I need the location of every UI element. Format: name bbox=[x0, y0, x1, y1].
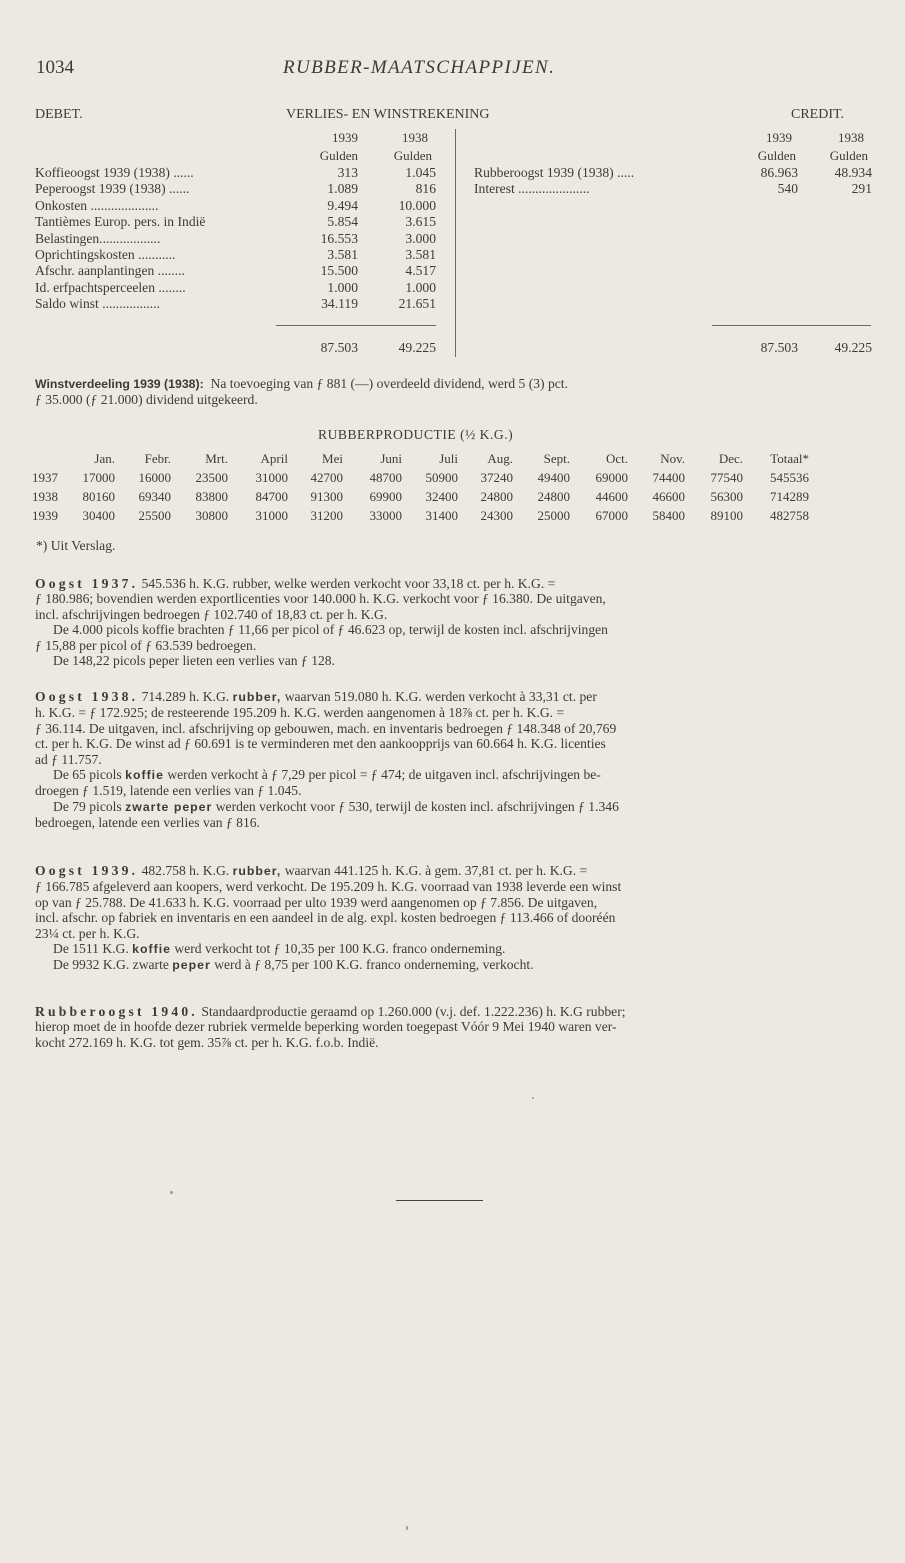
production-cell: 84700 bbox=[255, 488, 288, 504]
production-cell: 23500 bbox=[195, 469, 228, 485]
production-header-row bbox=[32, 449, 809, 468]
oogst-1937-head: Oogst 1937. bbox=[35, 576, 139, 591]
debit-row-label: Afschr. aanplantingen ........ bbox=[35, 263, 185, 279]
oogst-1938-line: ƒ 36.114. De uitgaven, incl. afschrijving op gebouwen, mach. en inventaris bedroegen ƒ 148.348 of 20,769 bbox=[35, 720, 617, 736]
production-month-header: Nov. bbox=[660, 450, 685, 466]
production-cell: 74400 bbox=[652, 469, 685, 485]
debit-row-1938: 1.000 bbox=[405, 279, 436, 295]
running-head: RUBBER-MAATSCHAPPIJEN. bbox=[283, 57, 556, 78]
debit-row-1939: 34.119 bbox=[321, 296, 358, 312]
production-cell: 30400 bbox=[82, 507, 115, 523]
production-cell: 69000 bbox=[595, 469, 628, 485]
production-cell: 25000 bbox=[537, 507, 570, 523]
debit-row-1938: 3.615 bbox=[405, 214, 436, 230]
credit-row-1939: 86.963 bbox=[760, 165, 798, 180]
page-number: 1034 bbox=[36, 57, 74, 78]
oogst-1939-text: De 9932 K.G. zwarte bbox=[53, 957, 169, 973]
production-cell: 80160 bbox=[82, 488, 115, 504]
production-month-header: April bbox=[260, 450, 288, 466]
oogst-1938-bold: zwarte peper bbox=[125, 799, 213, 814]
production-row bbox=[32, 468, 809, 487]
production-cell: 25500 bbox=[138, 507, 171, 523]
production-cell: 545536 bbox=[770, 469, 809, 485]
oogst-1938-text: 714.289 h. K.G. bbox=[141, 689, 230, 704]
production-cell: 58400 bbox=[652, 507, 685, 523]
oogst-1939-text: werd à ƒ 8,75 per 100 K.G. franco onderneming, verkocht. bbox=[214, 957, 534, 973]
production-cell: 714289 bbox=[770, 488, 809, 504]
debit-row-1938: 10.000 bbox=[398, 197, 436, 213]
production-month-header: Sept. bbox=[543, 450, 570, 466]
debit-row-1939: 15.500 bbox=[320, 263, 358, 279]
debit-row-1939: 1.089 bbox=[327, 181, 358, 197]
production-cell: 42700 bbox=[310, 469, 343, 485]
debit-row-label: Tantièmes Europ. pers. in Indië bbox=[35, 214, 206, 230]
oogst-1939-bold: koffie bbox=[132, 942, 171, 957]
debit-row-1939: 5.854 bbox=[327, 214, 358, 230]
production-row bbox=[32, 487, 809, 506]
credit-total-1939: 87.503 bbox=[760, 340, 798, 355]
production-footnote: *) Uit Verslag. bbox=[36, 538, 116, 553]
rubberoogst-1940-head: Rubberoogst 1940. bbox=[35, 1004, 198, 1019]
oogst-1939-bold: rubber, bbox=[232, 864, 282, 878]
rubberoogst-1940 bbox=[35, 1004, 869, 1050]
credit-unit-1938: Gulden bbox=[829, 148, 868, 163]
oogst-1939-line: ƒ 166.785 afgeleverd aan koopers, werd verkocht. De 195.209 h. K.G. voorraad van 1938 leverde een winst bbox=[35, 879, 622, 895]
debit-row-1939: 3.581 bbox=[327, 247, 358, 262]
oogst-1937-line: incl. afschrijvingen bedroegen ƒ 102.740 of 18,83 ct. per h. K.G. bbox=[35, 606, 388, 622]
oogst-1938-text: werden verkocht à ƒ 7,29 per picol = ƒ 474; de uitgaven incl. afschrijvingen be- bbox=[167, 767, 601, 783]
rubberoogst-1940-line: kocht 272.169 h. K.G. tot gem. 35⅞ ct. per h. K.G. f.o.b. Indië. bbox=[35, 1034, 379, 1050]
production-cell: 44600 bbox=[595, 488, 628, 504]
debit-row-label: Oprichtingskosten ........... bbox=[35, 247, 176, 262]
production-cell: 67000 bbox=[595, 507, 628, 523]
debit-row-1938: 3.581 bbox=[405, 247, 436, 262]
production-cell: 31400 bbox=[425, 507, 458, 523]
winst-line1: Na toevoeging van ƒ 881 (—) overdeeld dividend, werd 5 (3) pct. bbox=[210, 376, 568, 391]
winst-line2: ƒ 35.000 (ƒ 21.000) dividend uitgekeerd. bbox=[35, 392, 258, 408]
production-cell: 46600 bbox=[652, 488, 685, 504]
debit-unit-1939: Gulden bbox=[319, 148, 358, 163]
oogst-1938-line: bedroegen, latende een verlies van ƒ 816. bbox=[35, 815, 260, 831]
debit-row-1939: 1.000 bbox=[327, 279, 358, 295]
account-divider bbox=[455, 129, 456, 357]
production-row bbox=[32, 506, 809, 525]
production-cell: 83800 bbox=[195, 488, 228, 504]
debit-row-1938: 816 bbox=[415, 181, 436, 197]
oogst-1938-text: De 79 picols bbox=[53, 798, 122, 814]
production-cell: 24800 bbox=[537, 488, 570, 504]
production-cell: 69900 bbox=[369, 488, 402, 504]
production-month-header: Juli bbox=[439, 450, 458, 466]
production-year: 1938 bbox=[32, 488, 58, 504]
production-month-header: Jan. bbox=[94, 450, 115, 466]
production-cell: 56300 bbox=[710, 488, 743, 504]
debit-total-1938: 49.225 bbox=[398, 340, 436, 355]
production-cell: 24300 bbox=[480, 507, 513, 523]
production-cell: 31000 bbox=[255, 507, 288, 523]
production-year: 1939 bbox=[32, 507, 58, 523]
production-cell: 482758 bbox=[770, 507, 809, 523]
print-speck bbox=[532, 1097, 534, 1099]
oogst-1938-line: ad ƒ 11.757. bbox=[35, 751, 102, 767]
debit-row-label: Saldo winst ................. bbox=[35, 296, 160, 312]
production-cell: 91300 bbox=[310, 488, 343, 504]
oogst-1937-line: ƒ 180.986; bovendien werden exportlicenties voor 140.000 h. K.G. verkocht voor ƒ 16.380. De uitgaven, bbox=[35, 591, 606, 607]
credit-unit-1939: Gulden bbox=[757, 148, 796, 163]
section-end-rule bbox=[396, 1200, 483, 1201]
print-speck bbox=[170, 1191, 173, 1194]
production-title: RUBBERPRODUCTIE (½ K.G.) bbox=[318, 427, 514, 442]
production-cell: 30800 bbox=[195, 507, 228, 523]
debit-row-1939: 16.553 bbox=[320, 230, 358, 246]
debit-year-1938: 1938 bbox=[402, 130, 428, 145]
oogst-1939-text: werd verkocht tot ƒ 10,35 per 100 K.G. franco onderneming. bbox=[174, 941, 506, 957]
oogst-1939-line: incl. afschr. op fabriek en inventaris en een aandeel in de alg. expl. kosten bedroegen ƒ 113.466 of dooréén bbox=[35, 910, 616, 926]
rubberoogst-1940-line: Standaardproductie geraamd op 1.260.000 (v.j. def. 1.222.236) h. K.G rubber; bbox=[201, 1004, 626, 1019]
production-cell: 77540 bbox=[710, 469, 743, 485]
debit-row-label: Koffieoogst 1939 (1938) ...... bbox=[35, 165, 194, 180]
production-cell: 31200 bbox=[310, 507, 343, 523]
oogst-1939-text: waarvan 441.125 h. K.G. à gem. 37,81 ct. per h. K.G. = bbox=[284, 863, 588, 878]
oogst-1939-line: 23¼ ct. per h. K.G. bbox=[35, 925, 140, 941]
production-cell: 16000 bbox=[138, 469, 171, 485]
credit-row-1938: 48.934 bbox=[834, 165, 872, 180]
oogst-1938 bbox=[35, 689, 869, 831]
debit-row-label: Peperoogst 1939 (1938) ...... bbox=[35, 181, 190, 197]
credit-total-1938: 49.225 bbox=[834, 340, 872, 355]
production-cell: 48700 bbox=[369, 469, 402, 485]
oogst-1938-text: waarvan 519.080 h. K.G. werden verkocht à 33,31 ct. per bbox=[284, 689, 597, 704]
oogst-1938-line: droegen ƒ 1.519, latende een verlies van ƒ 1.045. bbox=[35, 783, 302, 799]
debet-label: DEBET. bbox=[35, 107, 83, 122]
oogst-1939-head: Oogst 1939. bbox=[35, 863, 139, 878]
production-cell: 33000 bbox=[369, 507, 402, 523]
debit-row-1938: 1.045 bbox=[405, 165, 436, 180]
debit-total-1939: 87.503 bbox=[320, 340, 358, 355]
production-table bbox=[32, 449, 809, 525]
debit-row-1938: 3.000 bbox=[405, 230, 436, 246]
debit-row-1939: 313 bbox=[337, 165, 358, 180]
oogst-1938-bold: koffie bbox=[125, 768, 164, 783]
production-cell: 24800 bbox=[480, 488, 513, 504]
production-cell: 17000 bbox=[82, 469, 115, 485]
oogst-1937-line: 545.536 h. K.G. rubber, welke werden verkocht voor 33,18 ct. per h. K.G. = bbox=[141, 576, 556, 591]
production-cell: 49400 bbox=[537, 469, 570, 485]
production-cell: 31000 bbox=[255, 469, 288, 485]
oogst-1937-line: De 4.000 picols koffie brachten ƒ 11,66 per picol of ƒ 46.623 op, terwijl de kosten incl. afschrijvingen bbox=[53, 622, 608, 638]
print-speck bbox=[406, 1526, 408, 1530]
production-cell: 89100 bbox=[710, 507, 743, 523]
debit-row-1938: 4.517 bbox=[405, 263, 436, 279]
production-month-header: Aug. bbox=[487, 450, 513, 466]
production-month-header: Febr. bbox=[144, 450, 171, 466]
oogst-1939-line: op van ƒ 25.788. De 41.633 h. K.G. voorraad per ulto 1939 werd aangenomen op ƒ 7.856. De uitgaven, bbox=[35, 894, 598, 910]
credit-year-1939: 1939 bbox=[766, 130, 792, 145]
oogst-1938-head: Oogst 1938. bbox=[35, 689, 139, 704]
account-title: VERLIES- EN WINSTREKENING bbox=[286, 107, 490, 122]
oogst-1939-text: De 1511 K.G. bbox=[53, 941, 129, 957]
credit-row-1939: 540 bbox=[777, 181, 798, 197]
oogst-1937-line: De 148,22 picols peper lieten een verlies van ƒ 128. bbox=[53, 653, 335, 669]
oogst-1938-text: De 65 picols bbox=[53, 767, 122, 783]
debit-row-1938: 21.651 bbox=[398, 296, 436, 312]
oogst-1939-text: 482.758 h. K.G. bbox=[141, 863, 230, 878]
oogst-1938-bold: rubber, bbox=[232, 690, 282, 704]
credit-row-label: Rubberoogst 1939 (1938) ..... bbox=[474, 165, 635, 180]
production-year: 1937 bbox=[32, 469, 58, 485]
debit-total-rule bbox=[276, 325, 436, 326]
debit-row-label: Onkosten .................... bbox=[35, 197, 159, 213]
production-month-header: Dec. bbox=[718, 450, 743, 466]
winstverdeeling bbox=[35, 376, 869, 408]
debit-row-label: Belastingen.................. bbox=[35, 230, 161, 246]
production-month-header: Mrt. bbox=[205, 450, 228, 466]
oogst-1937 bbox=[35, 576, 869, 668]
production-cell: 32400 bbox=[425, 488, 458, 504]
oogst-1938-line: ct. per h. K.G. De winst ad ƒ 60.691 is te verminderen met den aankoopprijs van 60.664 h. K.G. licenties bbox=[35, 736, 606, 752]
credit-label: CREDIT. bbox=[791, 107, 845, 122]
credit-row-1938: 291 bbox=[851, 181, 872, 197]
production-month-header: Oct. bbox=[605, 450, 628, 466]
debit-row-1939: 9.494 bbox=[327, 197, 358, 213]
winst-head: Winstverdeeling 1939 (1938): bbox=[35, 377, 204, 391]
oogst-1938-line: h. K.G. = ƒ 172.925; de resteerende 195.209 h. K.G. werden aangenomen à 18⅞ ct. per h. K.G. = bbox=[35, 705, 565, 721]
production-cell: 50900 bbox=[425, 469, 458, 485]
oogst-1937-line: ƒ 15,88 per picol of ƒ 63.539 bedroegen. bbox=[35, 637, 257, 653]
credit-row-label: Interest ..................... bbox=[474, 181, 590, 197]
oogst-1938-text: werden verkocht voor ƒ 530, terwijl de kosten incl. afschrijvingen ƒ 1.346 bbox=[215, 798, 619, 814]
credit-total-rule bbox=[712, 325, 871, 326]
oogst-1939-bold: peper bbox=[172, 958, 211, 973]
production-cell: 37240 bbox=[480, 469, 513, 485]
production-month-header: Totaal* bbox=[770, 450, 809, 466]
credit-year-1938: 1938 bbox=[838, 130, 864, 145]
production-cell: 69340 bbox=[138, 488, 171, 504]
debit-row-label: Id. erfpachtsperceelen ........ bbox=[35, 279, 186, 295]
production-month-header: Mei bbox=[322, 450, 343, 466]
rubberoogst-1940-line: hierop moet de in hoofde dezer rubriek vermelde beperking worden toegepast Vóór 9 Mei 1940 waren ver- bbox=[35, 1019, 617, 1035]
oogst-1939 bbox=[35, 863, 869, 974]
debit-unit-1938: Gulden bbox=[393, 148, 432, 163]
production-month-header: Juni bbox=[380, 450, 402, 466]
debit-year-1939: 1939 bbox=[332, 130, 358, 145]
